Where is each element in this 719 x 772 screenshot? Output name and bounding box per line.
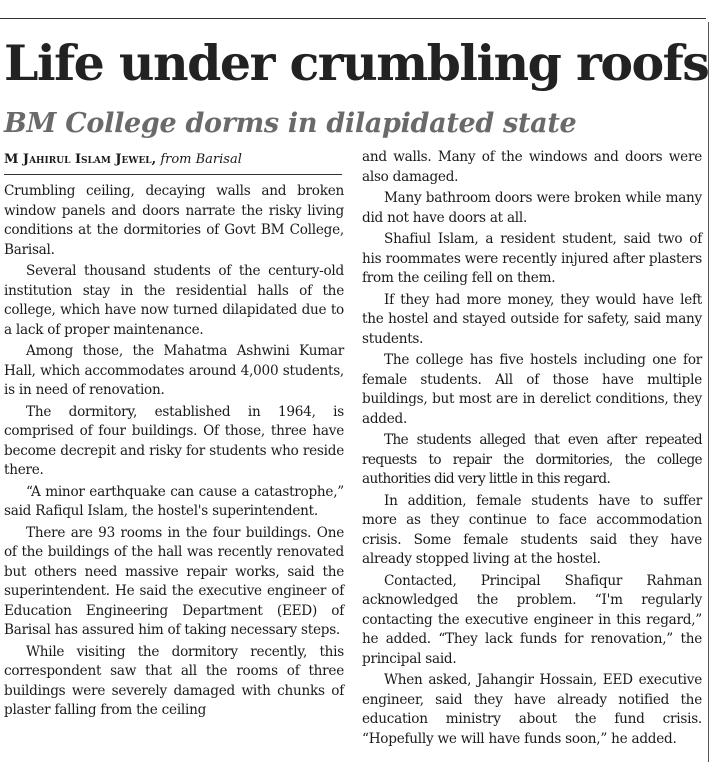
byline-location: from Barisal bbox=[160, 152, 242, 167]
article-column-2 bbox=[362, 148, 702, 751]
paragraph: The college has five hostels including one for female students. All of those have multiple buildings, but most are in derelict conditions, they added. bbox=[362, 352, 702, 427]
paragraph: In addition, female students have to suffer more as they continue to face accommodation crisis. Some female students said they have already stopped living at the hostel. bbox=[362, 492, 702, 567]
paragraph: and walls. Many of the windows and doors were also damaged. bbox=[362, 149, 702, 185]
article-column-1 bbox=[4, 182, 344, 723]
paragraph: Crumbling ceiling, decaying walls and broken window panels and doors narrate the risky living conditions at the dormitories of Govt BM College, Barisal. bbox=[4, 183, 344, 258]
paragraph: There are 93 rooms in the four buildings. One of the buildings of the hall was recently renovated but others need massive repair works, said the superintendent. He said the executive engineer of Education Engineering Department (EED) of Barisal has assured him of taking necessary steps. bbox=[4, 524, 344, 638]
paragraph: Many bathroom doors were broken while many did not have doors at all. bbox=[362, 190, 702, 226]
paragraph: Among those, the Mahatma Ashwini Kumar Hall, which accommodates around 4,000 students, is in need of renovation. bbox=[4, 343, 344, 398]
paragraph: Shafiul Islam, a resident student, said two of his roommates were recently injured after plasters from the ceiling fell on them. bbox=[362, 231, 702, 286]
paragraph: While visiting the dormitory recently, this correspondent saw that all the rooms of three buildings were severely damaged with chunks of plaster falling from the ceiling bbox=[4, 643, 344, 718]
paragraph: The students alleged that even after repeated requests to repair the dormitories, the college authorities did very little in this regard. bbox=[362, 432, 702, 487]
paragraph: Contacted, Principal Shafiqur Rahman acknowledged the problem. “I'm regularly contacting the executive engineer in this regard,” he added. “They lack funds for renovation,” the principal said. bbox=[362, 572, 702, 667]
paragraph: Several thousand students of the century-old institution stay in the residential halls of the college, which have now turned dilapidated due to a lack of proper maintenance. bbox=[4, 263, 344, 338]
byline-author: M Jahirul Islam Jewel, bbox=[4, 152, 157, 167]
top-rule bbox=[0, 18, 706, 19]
paragraph: “A minor earthquake can cause a catastrophe,” said Rafiqul Islam, the hostel's superintendent. bbox=[4, 483, 344, 519]
byline bbox=[4, 151, 344, 169]
column-divider-rule bbox=[708, 22, 709, 762]
paragraph: When asked, Jahangir Hossain, EED executive engineer, said they have already notified the education ministry about the fund crisis. “Hopefully we will have funds soon,” he added. bbox=[362, 672, 702, 747]
paragraph: The dormitory, established in 1964, is comprised of four buildings. Of those, three have become decrepit and risky for students who reside there. bbox=[4, 403, 344, 478]
paragraph: If they had more money, they would have left the hostel and stayed outside for safety, said many students. bbox=[362, 291, 702, 347]
subheadline: BM College dorms in dilapidated state bbox=[4, 108, 577, 139]
byline-rule bbox=[4, 174, 342, 175]
headline: Life under crumbling roofs bbox=[4, 34, 709, 92]
